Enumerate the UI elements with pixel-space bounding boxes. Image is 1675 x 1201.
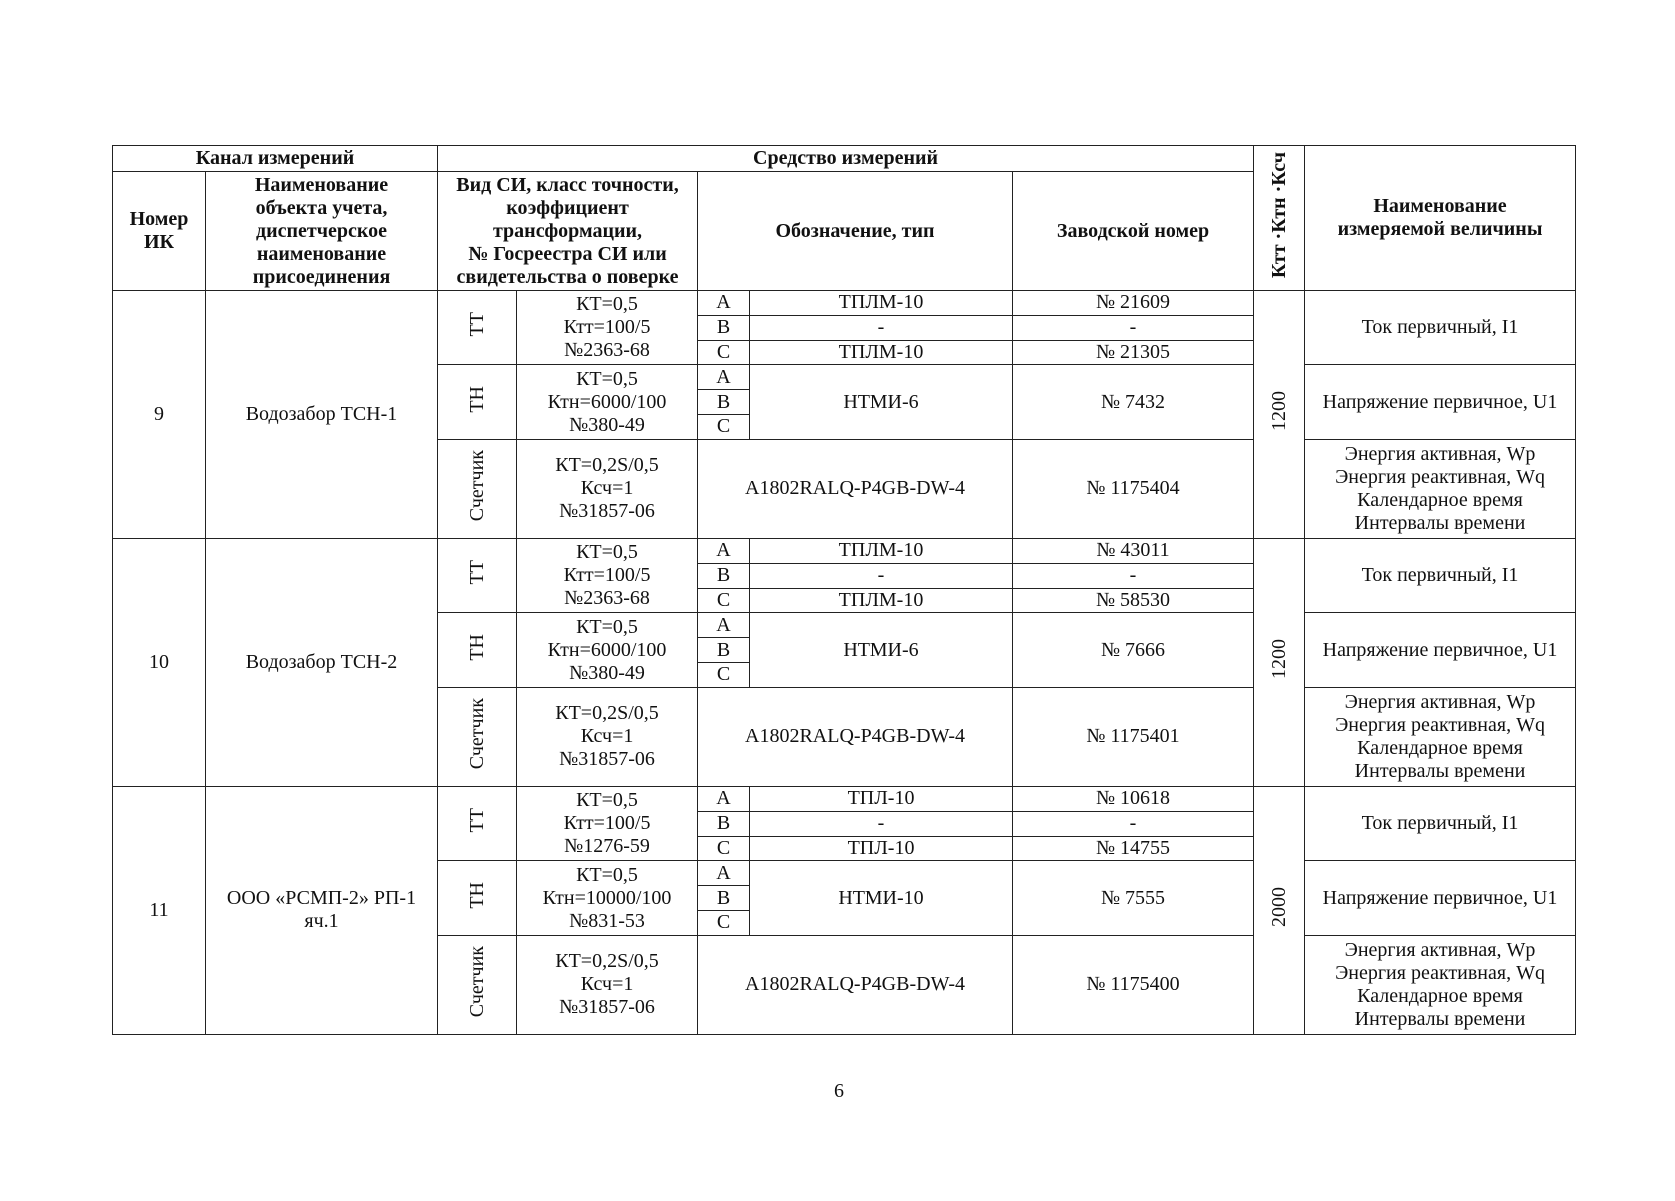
tn-specs: КТ=0,5 Ктн=6000/100 №380-49 <box>517 365 698 439</box>
phase-cell: B <box>698 886 750 911</box>
tt-type: ТПЛ-10 <box>750 836 1013 861</box>
tn-type: НТМИ-10 <box>750 861 1013 935</box>
header-designation: Обозначение, тип <box>698 172 1013 291</box>
tn-label: ТН <box>438 861 517 935</box>
channel-number: 11 <box>113 786 206 1034</box>
tt-serial: - <box>1013 811 1254 836</box>
tt-specs: КТ=0,5 Ктт=100/5 №1276-59 <box>517 786 698 860</box>
phase-cell: B <box>698 638 750 663</box>
tt-label: ТТ <box>438 786 517 860</box>
tn-serial: № 7555 <box>1013 861 1254 935</box>
tt-serial: № 14755 <box>1013 836 1254 861</box>
phase-cell: C <box>698 588 750 613</box>
tn-quantity: Напряжение первичное, U1 <box>1305 613 1576 687</box>
phase-cell: A <box>698 613 750 638</box>
tt-serial: - <box>1013 315 1254 340</box>
phase-cell: B <box>698 390 750 415</box>
coefficient: 1200 <box>1254 291 1305 539</box>
header-type: Вид СИ, класс точности, коэффициент трансформации, № Госреестра СИ или свидетельства о поверке <box>438 172 698 291</box>
meter-serial: № 1175404 <box>1013 439 1254 538</box>
tt-serial: № 21609 <box>1013 291 1254 316</box>
tt-serial: - <box>1013 563 1254 588</box>
header-object: Наименование объекта учета, диспетчерское наименование присоединения <box>206 172 438 291</box>
page-number: 6 <box>834 1080 844 1102</box>
tt-type: - <box>750 563 1013 588</box>
tt-label: ТТ <box>438 538 517 612</box>
tt-specs: КТ=0,5 Ктт=100/5 №2363-68 <box>517 538 698 612</box>
channel-object: ООО «РСМП-2» РП-1 яч.1 <box>206 786 438 1034</box>
tn-specs: КТ=0,5 Ктн=6000/100 №380-49 <box>517 613 698 687</box>
tn-quantity: Напряжение первичное, U1 <box>1305 365 1576 439</box>
header-quantity: Наименование измеряемой величины <box>1305 146 1576 291</box>
phase-cell: A <box>698 538 750 563</box>
tt-specs: КТ=0,5 Ктт=100/5 №2363-68 <box>517 291 698 365</box>
meter-quantity: Энергия активная, Wp Энергия реактивная, Wq Календарное время Интервалы времени <box>1305 687 1576 786</box>
tt-serial: № 58530 <box>1013 588 1254 613</box>
tn-quantity: Напряжение первичное, U1 <box>1305 861 1576 935</box>
phase-cell: C <box>698 414 750 439</box>
meter-label: Счетчик <box>438 687 517 786</box>
meter-quantity: Энергия активная, Wp Энергия реактивная, Wq Календарное время Интервалы времени <box>1305 935 1576 1034</box>
meter-serial: № 1175400 <box>1013 935 1254 1034</box>
header-coefficient: Ктт ·Ктн ·Ксч <box>1254 146 1305 291</box>
meter-type: A1802RALQ-P4GB-DW-4 <box>698 687 1013 786</box>
tt-type: ТПЛМ-10 <box>750 291 1013 316</box>
header-serial: Заводской номер <box>1013 172 1254 291</box>
phase-cell: C <box>698 340 750 365</box>
tt-serial: № 10618 <box>1013 786 1254 811</box>
phase-cell: C <box>698 836 750 861</box>
measurement-channels-table <box>112 145 1576 1035</box>
tn-type: НТМИ-6 <box>750 365 1013 439</box>
phase-cell: C <box>698 662 750 687</box>
table-row <box>113 538 1576 563</box>
meter-type: A1802RALQ-P4GB-DW-4 <box>698 439 1013 538</box>
phase-cell: A <box>698 291 750 316</box>
meter-specs: КТ=0,2S/0,5 Ксч=1 №31857-06 <box>517 439 698 538</box>
phase-cell: C <box>698 910 750 935</box>
tn-specs: КТ=0,5 Ктн=10000/100 №831-53 <box>517 861 698 935</box>
channel-object: Водозабор ТСН-2 <box>206 538 438 786</box>
meter-specs: КТ=0,2S/0,5 Ксч=1 №31857-06 <box>517 687 698 786</box>
meter-serial: № 1175401 <box>1013 687 1254 786</box>
channel-object: Водозабор ТСН-1 <box>206 291 438 539</box>
header-channel-group: Канал измерений <box>113 146 438 172</box>
channel-number: 9 <box>113 291 206 539</box>
tt-type: - <box>750 315 1013 340</box>
coefficient: 1200 <box>1254 538 1305 786</box>
tn-serial: № 7666 <box>1013 613 1254 687</box>
header-instrument-group: Средство измерений <box>438 146 1254 172</box>
tt-type: ТПЛМ-10 <box>750 538 1013 563</box>
table-row <box>113 786 1576 811</box>
tn-type: НТМИ-6 <box>750 613 1013 687</box>
meter-type: A1802RALQ-P4GB-DW-4 <box>698 935 1013 1034</box>
meter-label: Счетчик <box>438 935 517 1034</box>
header-number: Номер ИК <box>113 172 206 291</box>
tt-type: ТПЛ-10 <box>750 786 1013 811</box>
table-row <box>113 291 1576 316</box>
phase-cell: A <box>698 365 750 390</box>
coefficient: 2000 <box>1254 786 1305 1034</box>
tt-quantity: Ток первичный, I1 <box>1305 538 1576 612</box>
phase-cell: A <box>698 786 750 811</box>
channel-number: 10 <box>113 538 206 786</box>
phase-cell: A <box>698 861 750 886</box>
tt-serial: № 21305 <box>1013 340 1254 365</box>
tt-serial: № 43011 <box>1013 538 1254 563</box>
meter-label: Счетчик <box>438 439 517 538</box>
tt-quantity: Ток первичный, I1 <box>1305 291 1576 365</box>
tn-serial: № 7432 <box>1013 365 1254 439</box>
tt-quantity: Ток первичный, I1 <box>1305 786 1576 860</box>
phase-cell: B <box>698 315 750 340</box>
tt-type: - <box>750 811 1013 836</box>
phase-cell: B <box>698 563 750 588</box>
phase-cell: B <box>698 811 750 836</box>
tn-label: ТН <box>438 365 517 439</box>
tt-type: ТПЛМ-10 <box>750 588 1013 613</box>
tt-type: ТПЛМ-10 <box>750 340 1013 365</box>
tt-label: ТТ <box>438 291 517 365</box>
tn-label: ТН <box>438 613 517 687</box>
meter-quantity: Энергия активная, Wp Энергия реактивная, Wq Календарное время Интервалы времени <box>1305 439 1576 538</box>
meter-specs: КТ=0,2S/0,5 Ксч=1 №31857-06 <box>517 935 698 1034</box>
